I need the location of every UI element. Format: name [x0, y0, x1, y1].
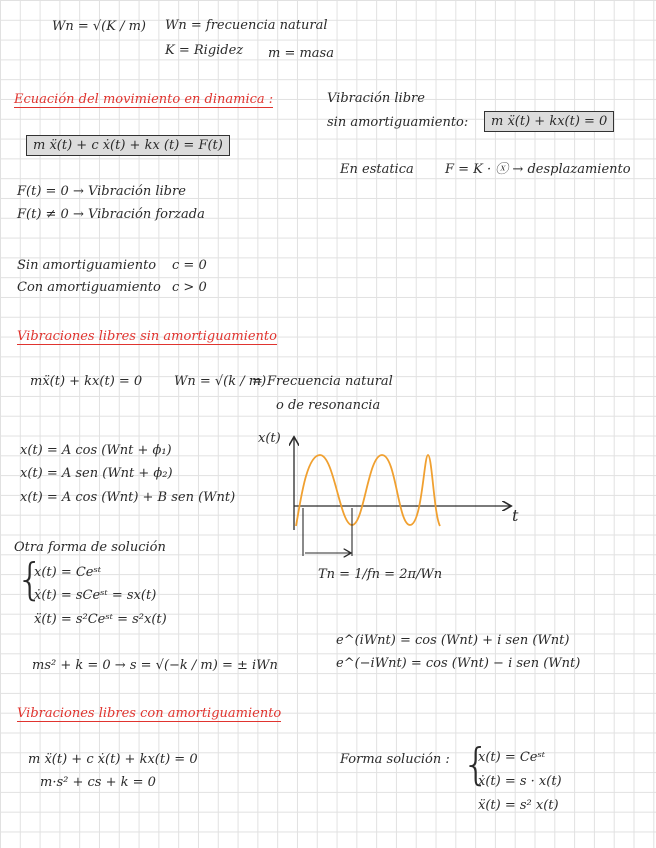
alt-solution-1: x(t) = Ceˢᵗ — [34, 565, 102, 580]
alt-solution-3: ẍ(t) = s²Ceˢᵗ = s²x(t) — [34, 612, 167, 627]
static-equation: F = K · ⓧ → desplazamiento — [445, 162, 631, 177]
motion-title: Ecuación del movimiento en dinamica : — [14, 92, 274, 107]
left-brace-icon: { — [16, 554, 44, 605]
alt-solution-2: ẋ(t) = sCeˢᵗ = sx(t) — [34, 588, 157, 603]
characteristic-equation: ms² + k = 0 → s = √(−k / m) = ± iWn — [32, 658, 278, 673]
force-nonzero: F(t) ≠ 0 → Vibración forzada — [17, 207, 205, 222]
wn-definition: Wn = frecuencia natural — [165, 18, 328, 33]
k-definition: K = Rigidez — [165, 43, 244, 58]
m-definition: m = masa — [268, 46, 334, 61]
solution-form-label: Forma solución : — [340, 752, 450, 767]
solution-3: x(t) = A cos (Wnt) + B sen (Wnt) — [20, 490, 236, 505]
solution-form-3: ẍ(t) = s² x(t) — [478, 798, 559, 813]
no-damping-label: Sin amortiguamiento — [17, 258, 157, 273]
undamped-equation: mẍ(t) + kx(t) = 0 — [30, 374, 143, 389]
resonance-description: o de resonancia — [276, 398, 381, 413]
solution-2: x(t) = A sen (Wnt + ϕ₂) — [20, 466, 173, 481]
euler-positive: e^(iWnt) = cos (Wnt) + i sen (Wnt) — [336, 633, 570, 648]
damped-title: Vibraciones libres con amortiguamiento — [17, 706, 282, 721]
static-label: En estatica — [340, 162, 414, 177]
damping-label: Con amortiguamiento — [17, 280, 161, 295]
solution-form-1: x(t) = Ceˢᵗ — [478, 750, 546, 765]
euler-negative: e^(−iWnt) = cos (Wnt) − i sen (Wnt) — [336, 656, 581, 671]
free-vibration-label-1: Vibración libre — [327, 91, 425, 106]
natural-frequency-formula: Wn = √(k / m) — [174, 374, 267, 389]
solution-form-2: ẋ(t) = s · x(t) — [478, 774, 562, 789]
free-vibration-equation: m ẍ(t) + kx(t) = 0 — [484, 111, 614, 132]
free-vibration-label-2: sin amortiguamiento: — [327, 115, 469, 130]
damped-characteristic-equation: m·s² + cs + k = 0 — [40, 775, 156, 790]
other-solution-title: Otra forma de solución — [14, 540, 166, 555]
motion-equation: m ẍ(t) + c ẋ(t) + kx (t) = F(t) — [26, 135, 230, 156]
damping-condition: c > 0 — [172, 280, 207, 295]
damped-equation: m ẍ(t) + c ẋ(t) + kx(t) = 0 — [28, 752, 198, 767]
axis-x-label: t — [512, 506, 519, 525]
undamped-title: Vibraciones libres sin amortiguamiento — [17, 329, 277, 344]
wn-formula: Wn = √(K / m) — [52, 19, 147, 34]
force-zero: F(t) = 0 → Vibración libre — [17, 184, 186, 199]
solution-1: x(t) = A cos (Wnt + ϕ₁) — [20, 443, 172, 458]
axis-y-label: x(t) — [258, 431, 281, 446]
right-left-brace-icon: { — [462, 739, 490, 790]
oscillation-curve — [296, 455, 440, 526]
period-formula: Tn = 1/fn = 2π/Wn — [318, 567, 443, 582]
natural-frequency-description: = Frecuencia natural — [252, 374, 393, 389]
no-damping-condition: c = 0 — [172, 258, 207, 273]
